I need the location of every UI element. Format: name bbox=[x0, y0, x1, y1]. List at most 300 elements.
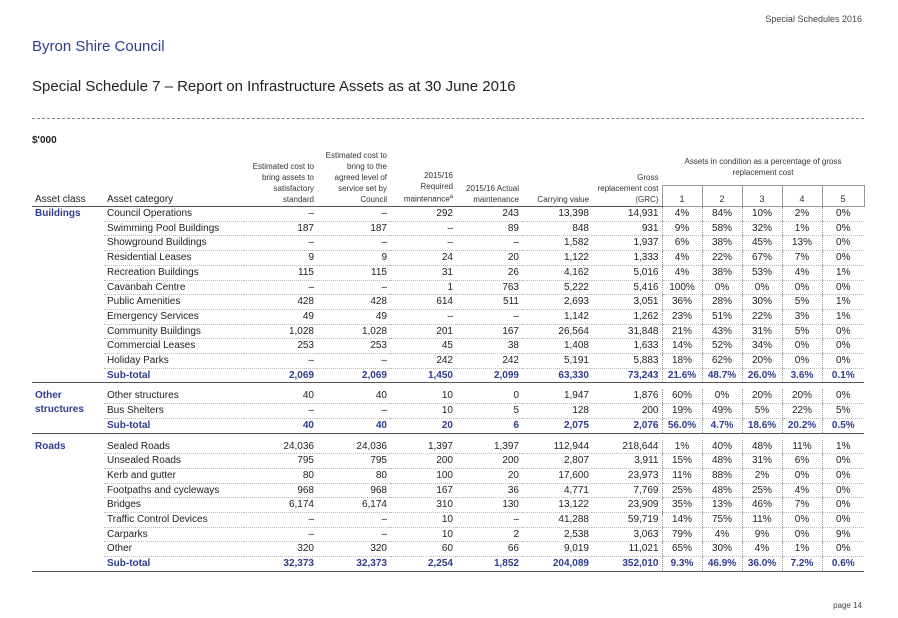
value-cell: 1,397 bbox=[390, 440, 456, 454]
value-cell: 128 bbox=[522, 404, 592, 419]
value-cell: – bbox=[244, 207, 317, 222]
asset-category-cell: Recreation Buildings bbox=[104, 265, 244, 280]
value-cell: 45 bbox=[390, 339, 456, 354]
table-row bbox=[32, 454, 864, 469]
value-cell: 2,538 bbox=[522, 527, 592, 542]
value-cell: 4% bbox=[702, 527, 742, 542]
subtotal-value: 32,373 bbox=[244, 557, 317, 572]
value-cell: 89 bbox=[456, 221, 522, 236]
asset-category-cell: Emergency Services bbox=[104, 309, 244, 324]
value-cell: – bbox=[244, 527, 317, 542]
value-cell: 20% bbox=[782, 389, 822, 403]
subtotal-value: 6 bbox=[456, 418, 522, 433]
value-cell: 10% bbox=[742, 207, 782, 222]
value-cell: 0% bbox=[782, 527, 822, 542]
value-cell: 59,719 bbox=[592, 513, 662, 528]
value-cell: – bbox=[390, 236, 456, 251]
col-condition-5: 5 bbox=[822, 186, 864, 207]
value-cell: 5,191 bbox=[522, 354, 592, 369]
value-cell: 52% bbox=[702, 339, 742, 354]
value-cell: 9 bbox=[244, 251, 317, 266]
value-cell: 65% bbox=[662, 542, 702, 557]
asset-category-cell: Bus Shelters bbox=[104, 404, 244, 419]
value-cell: 7,769 bbox=[592, 483, 662, 498]
table-row bbox=[32, 513, 864, 528]
value-cell: 0% bbox=[822, 483, 864, 498]
table-row bbox=[32, 236, 864, 251]
col-asset-class: Asset class bbox=[32, 149, 104, 207]
value-cell: 5,016 bbox=[592, 265, 662, 280]
value-cell: 11% bbox=[782, 440, 822, 454]
value-cell: 6,174 bbox=[244, 498, 317, 513]
value-cell: 75% bbox=[702, 513, 742, 528]
subtotal-value: 21.6% bbox=[662, 368, 702, 383]
subtotal-value: 40 bbox=[244, 418, 317, 433]
value-cell: 115 bbox=[317, 265, 390, 280]
subtotal-value: 26.0% bbox=[742, 368, 782, 383]
value-cell: 0% bbox=[822, 324, 864, 339]
value-cell: 28% bbox=[702, 295, 742, 310]
value-cell: 2,693 bbox=[522, 295, 592, 310]
value-cell: 112,944 bbox=[522, 440, 592, 454]
page-title: Special Schedule 7 – Report on Infrastructure Assets as at 30 June 2016 bbox=[32, 78, 516, 95]
table-row bbox=[32, 483, 864, 498]
value-cell: 36% bbox=[662, 295, 702, 310]
value-cell: 848 bbox=[522, 221, 592, 236]
subtotal-value: 352,010 bbox=[592, 557, 662, 572]
value-cell: 1,582 bbox=[522, 236, 592, 251]
value-cell: 10 bbox=[390, 404, 456, 419]
subtotal-value: 2,099 bbox=[456, 368, 522, 383]
value-cell: 3,063 bbox=[592, 527, 662, 542]
asset-category-cell: Swimming Pool Buildings bbox=[104, 221, 244, 236]
value-cell: 0% bbox=[782, 280, 822, 295]
value-cell: 31,848 bbox=[592, 324, 662, 339]
value-cell: 100 bbox=[390, 468, 456, 483]
value-cell: 41,288 bbox=[522, 513, 592, 528]
value-cell: 187 bbox=[317, 221, 390, 236]
value-cell: 6% bbox=[662, 236, 702, 251]
value-cell: 14% bbox=[662, 339, 702, 354]
value-cell: 5,416 bbox=[592, 280, 662, 295]
value-cell: 1% bbox=[822, 440, 864, 454]
value-cell: 200 bbox=[456, 454, 522, 469]
subtotal-value: 7.2% bbox=[782, 557, 822, 572]
value-cell: 30% bbox=[742, 295, 782, 310]
value-cell: 4% bbox=[662, 251, 702, 266]
value-cell: 614 bbox=[390, 295, 456, 310]
table-row bbox=[32, 295, 864, 310]
subtotal-value: 204,089 bbox=[522, 557, 592, 572]
value-cell: 2 bbox=[456, 527, 522, 542]
value-cell: 7% bbox=[782, 251, 822, 266]
value-cell: 320 bbox=[317, 542, 390, 557]
value-cell: 292 bbox=[390, 207, 456, 222]
subtotal-value: 36.0% bbox=[742, 557, 782, 572]
asset-class-cell bbox=[32, 440, 104, 572]
value-cell: 20% bbox=[742, 389, 782, 403]
subtotal-value: 32,373 bbox=[317, 557, 390, 572]
value-cell: 0% bbox=[782, 339, 822, 354]
value-cell: 24 bbox=[390, 251, 456, 266]
value-cell: – bbox=[244, 404, 317, 419]
subtotal-value: 2,254 bbox=[390, 557, 456, 572]
value-cell: 1,028 bbox=[244, 324, 317, 339]
value-cell: 5,222 bbox=[522, 280, 592, 295]
subtotal-value: 56.0% bbox=[662, 418, 702, 433]
asset-category-cell: Kerb and gutter bbox=[104, 468, 244, 483]
value-cell: 0 bbox=[456, 389, 522, 403]
asset-category-cell: Other bbox=[104, 542, 244, 557]
value-cell: 53% bbox=[742, 265, 782, 280]
asset-category-cell: Unsealed Roads bbox=[104, 454, 244, 469]
unit-label: $'000 bbox=[32, 135, 57, 146]
value-cell: 795 bbox=[244, 454, 317, 469]
value-cell: 60 bbox=[390, 542, 456, 557]
table-row bbox=[32, 207, 864, 222]
value-cell: 25% bbox=[742, 483, 782, 498]
subtotal-value: 0.1% bbox=[822, 368, 864, 383]
value-cell: 1,028 bbox=[317, 324, 390, 339]
value-cell: 0% bbox=[822, 454, 864, 469]
value-cell: 24,036 bbox=[244, 440, 317, 454]
value-cell: 66 bbox=[456, 542, 522, 557]
subtotal-value: 46.9% bbox=[702, 557, 742, 572]
value-cell: 22% bbox=[742, 309, 782, 324]
value-cell: 1% bbox=[662, 440, 702, 454]
value-cell: 1,333 bbox=[592, 251, 662, 266]
value-cell: 2% bbox=[782, 207, 822, 222]
table-row bbox=[32, 440, 864, 454]
value-cell: 242 bbox=[456, 354, 522, 369]
value-cell: 320 bbox=[244, 542, 317, 557]
value-cell: 0% bbox=[822, 221, 864, 236]
value-cell: 5% bbox=[822, 404, 864, 419]
table-row bbox=[32, 339, 864, 354]
value-cell: 45% bbox=[742, 236, 782, 251]
asset-class-cell bbox=[32, 207, 104, 383]
value-cell: 3,051 bbox=[592, 295, 662, 310]
value-cell: – bbox=[244, 354, 317, 369]
value-cell: 62% bbox=[702, 354, 742, 369]
value-cell: 10 bbox=[390, 513, 456, 528]
value-cell: 9,019 bbox=[522, 542, 592, 557]
value-cell: 243 bbox=[456, 207, 522, 222]
value-cell: – bbox=[390, 309, 456, 324]
subtotal-value: 63,330 bbox=[522, 368, 592, 383]
value-cell: 4,771 bbox=[522, 483, 592, 498]
asset-category-cell: Footpaths and cycleways bbox=[104, 483, 244, 498]
value-cell: 26 bbox=[456, 265, 522, 280]
value-cell: 40% bbox=[702, 440, 742, 454]
subtotal-label: Sub-total bbox=[104, 557, 244, 572]
col-actual-maintenance: 2015/16 Actual maintenance bbox=[456, 149, 522, 207]
value-cell: 9 bbox=[317, 251, 390, 266]
asset-category-cell: Bridges bbox=[104, 498, 244, 513]
value-cell: 242 bbox=[390, 354, 456, 369]
value-cell: 1% bbox=[822, 265, 864, 280]
value-cell: 0% bbox=[702, 280, 742, 295]
table-row bbox=[32, 324, 864, 339]
value-cell: 11% bbox=[662, 468, 702, 483]
asset-category-cell: Sealed Roads bbox=[104, 440, 244, 454]
value-cell: 167 bbox=[456, 324, 522, 339]
value-cell: – bbox=[317, 236, 390, 251]
value-cell: 428 bbox=[317, 295, 390, 310]
asset-category-cell: Showground Buildings bbox=[104, 236, 244, 251]
value-cell: 36 bbox=[456, 483, 522, 498]
value-cell: 11,021 bbox=[592, 542, 662, 557]
asset-category-cell: Community Buildings bbox=[104, 324, 244, 339]
value-cell: 9% bbox=[662, 221, 702, 236]
value-cell: 1% bbox=[782, 221, 822, 236]
value-cell: – bbox=[317, 527, 390, 542]
value-cell: 0% bbox=[822, 236, 864, 251]
value-cell: 88% bbox=[702, 468, 742, 483]
value-cell: 48% bbox=[702, 454, 742, 469]
value-cell: 1,142 bbox=[522, 309, 592, 324]
asset-category-cell: Council Operations bbox=[104, 207, 244, 222]
col-asset-category: Asset category bbox=[104, 149, 244, 207]
value-cell: 20% bbox=[742, 354, 782, 369]
value-cell: 2% bbox=[742, 468, 782, 483]
table-row bbox=[32, 389, 864, 403]
value-cell: 0% bbox=[822, 389, 864, 403]
value-cell: 49 bbox=[244, 309, 317, 324]
value-cell: 3% bbox=[782, 309, 822, 324]
value-cell: 14% bbox=[662, 513, 702, 528]
value-cell: 0% bbox=[822, 498, 864, 513]
subtotal-value: 18.6% bbox=[742, 418, 782, 433]
col-condition-1: 1 bbox=[662, 186, 702, 207]
subtotal-value: 0.6% bbox=[822, 557, 864, 572]
value-cell: 10 bbox=[390, 389, 456, 403]
value-cell: 31% bbox=[742, 454, 782, 469]
title-divider bbox=[32, 118, 864, 119]
table-row bbox=[32, 265, 864, 280]
value-cell: 1,947 bbox=[522, 389, 592, 403]
value-cell: 4% bbox=[782, 265, 822, 280]
value-cell: 34% bbox=[742, 339, 782, 354]
subtotal-value: 48.7% bbox=[702, 368, 742, 383]
value-cell: 1,408 bbox=[522, 339, 592, 354]
value-cell: 1 bbox=[390, 280, 456, 295]
value-cell: 1,633 bbox=[592, 339, 662, 354]
value-cell: 21% bbox=[662, 324, 702, 339]
asset-category-cell: Cavanbah Centre bbox=[104, 280, 244, 295]
page-number: page 14 bbox=[833, 601, 862, 610]
value-cell: – bbox=[244, 513, 317, 528]
value-cell: 167 bbox=[390, 483, 456, 498]
value-cell: – bbox=[317, 513, 390, 528]
value-cell: 100% bbox=[662, 280, 702, 295]
subtotal-value: 40 bbox=[317, 418, 390, 433]
table-row bbox=[32, 309, 864, 324]
value-cell: 10 bbox=[390, 527, 456, 542]
value-cell: 253 bbox=[244, 339, 317, 354]
col-condition-3: 3 bbox=[742, 186, 782, 207]
col-required-maintenance: 2015/16 Required maintenance$^a$ bbox=[390, 149, 456, 207]
value-cell: 0% bbox=[782, 354, 822, 369]
value-cell: 5% bbox=[742, 404, 782, 419]
value-cell: 1,262 bbox=[592, 309, 662, 324]
asset-category-cell: Other structures bbox=[104, 389, 244, 403]
asset-category-cell: Public Amenities bbox=[104, 295, 244, 310]
table-row bbox=[32, 280, 864, 295]
subtotal-row bbox=[32, 557, 864, 572]
value-cell: 1% bbox=[782, 542, 822, 557]
value-cell: 32% bbox=[742, 221, 782, 236]
value-cell: 40 bbox=[244, 389, 317, 403]
col-est-cost-agreed: Estimated cost to bring to the agreed level of service set by Council bbox=[317, 149, 390, 207]
value-cell: 0% bbox=[822, 542, 864, 557]
subtotal-value: 2,076 bbox=[592, 418, 662, 433]
subtotal-value: 2,075 bbox=[522, 418, 592, 433]
subtotal-value: 4.7% bbox=[702, 418, 742, 433]
col-carrying-value: Carrying value bbox=[522, 149, 592, 207]
value-cell: 7% bbox=[782, 498, 822, 513]
subtotal-value: 2,069 bbox=[317, 368, 390, 383]
value-cell: 1,122 bbox=[522, 251, 592, 266]
asset-category-cell: Traffic Control Devices bbox=[104, 513, 244, 528]
value-cell: 46% bbox=[742, 498, 782, 513]
value-cell: 80 bbox=[317, 468, 390, 483]
value-cell: 0% bbox=[822, 513, 864, 528]
value-cell: 0% bbox=[822, 339, 864, 354]
value-cell: 26,564 bbox=[522, 324, 592, 339]
value-cell: 6,174 bbox=[317, 498, 390, 513]
asset-class-label: Other bbox=[35, 390, 62, 402]
table-row bbox=[32, 221, 864, 236]
value-cell: 1,937 bbox=[592, 236, 662, 251]
table-row bbox=[32, 251, 864, 266]
value-cell: – bbox=[456, 309, 522, 324]
value-cell: 5,883 bbox=[592, 354, 662, 369]
value-cell: 1,876 bbox=[592, 389, 662, 403]
value-cell: 1,397 bbox=[456, 440, 522, 454]
subtotal-value: 1,852 bbox=[456, 557, 522, 572]
value-cell: 0% bbox=[702, 389, 742, 403]
value-cell: 5% bbox=[782, 295, 822, 310]
table-row bbox=[32, 404, 864, 419]
subtotal-row bbox=[32, 368, 864, 383]
value-cell: 0% bbox=[782, 468, 822, 483]
value-cell: 48% bbox=[702, 483, 742, 498]
col-condition-group: Assets in condition as a percentage of gross replacement cost bbox=[684, 157, 842, 177]
value-cell: 0% bbox=[742, 280, 782, 295]
value-cell: 200 bbox=[390, 454, 456, 469]
value-cell: 38 bbox=[456, 339, 522, 354]
value-cell: 310 bbox=[390, 498, 456, 513]
value-cell: 200 bbox=[592, 404, 662, 419]
asset-class-label: Roads bbox=[35, 440, 66, 452]
subtotal-value: 1,450 bbox=[390, 368, 456, 383]
value-cell: 968 bbox=[244, 483, 317, 498]
value-cell: – bbox=[317, 404, 390, 419]
value-cell: 4% bbox=[662, 265, 702, 280]
value-cell: 253 bbox=[317, 339, 390, 354]
value-cell: 201 bbox=[390, 324, 456, 339]
value-cell: 9% bbox=[742, 527, 782, 542]
value-cell: – bbox=[456, 236, 522, 251]
value-cell: 38% bbox=[702, 236, 742, 251]
value-cell: 0% bbox=[822, 207, 864, 222]
value-cell: 38% bbox=[702, 265, 742, 280]
asset-class-label: Buildings bbox=[35, 208, 81, 219]
value-cell: 22% bbox=[782, 404, 822, 419]
value-cell: 58% bbox=[702, 221, 742, 236]
value-cell: 48% bbox=[742, 440, 782, 454]
value-cell: 25% bbox=[662, 483, 702, 498]
value-cell: 84% bbox=[702, 207, 742, 222]
value-cell: 1% bbox=[822, 295, 864, 310]
value-cell: 80 bbox=[244, 468, 317, 483]
value-cell: 115 bbox=[244, 265, 317, 280]
value-cell: 130 bbox=[456, 498, 522, 513]
value-cell: 0% bbox=[822, 280, 864, 295]
value-cell: – bbox=[244, 280, 317, 295]
value-cell: 0% bbox=[822, 251, 864, 266]
value-cell: 428 bbox=[244, 295, 317, 310]
value-cell: 4% bbox=[742, 542, 782, 557]
value-cell: 19% bbox=[662, 404, 702, 419]
value-cell: 11% bbox=[742, 513, 782, 528]
asset-category-cell: Holiday Parks bbox=[104, 354, 244, 369]
subtotal-value: 9.3% bbox=[662, 557, 702, 572]
value-cell: 31% bbox=[742, 324, 782, 339]
subtotal-label: Sub-total bbox=[104, 418, 244, 433]
council-name: Byron Shire Council bbox=[32, 38, 165, 55]
value-cell: 23% bbox=[662, 309, 702, 324]
value-cell: 13% bbox=[782, 236, 822, 251]
value-cell: 13,398 bbox=[522, 207, 592, 222]
table-row bbox=[32, 527, 864, 542]
value-cell: 51% bbox=[702, 309, 742, 324]
schedule-header: Special Schedules 2016 bbox=[765, 14, 862, 24]
subtotal-value: 2,069 bbox=[244, 368, 317, 383]
value-cell: 13% bbox=[702, 498, 742, 513]
subtotal-label: Sub-total bbox=[104, 368, 244, 383]
value-cell: 22% bbox=[702, 251, 742, 266]
value-cell: 2,807 bbox=[522, 454, 592, 469]
value-cell: 17,600 bbox=[522, 468, 592, 483]
table-row bbox=[32, 542, 864, 557]
value-cell: 795 bbox=[317, 454, 390, 469]
value-cell: 511 bbox=[456, 295, 522, 310]
subtotal-value: 3.6% bbox=[782, 368, 822, 383]
value-cell: – bbox=[456, 513, 522, 528]
value-cell: 968 bbox=[317, 483, 390, 498]
col-est-cost-satisfactory: Estimated cost to bring assets to satisfactory standard bbox=[244, 149, 317, 207]
subtotal-value: 73,243 bbox=[592, 368, 662, 383]
asset-category-cell: Residential Leases bbox=[104, 251, 244, 266]
value-cell: 43% bbox=[702, 324, 742, 339]
value-cell: – bbox=[317, 207, 390, 222]
value-cell: 9% bbox=[822, 527, 864, 542]
value-cell: 20 bbox=[456, 468, 522, 483]
value-cell: 5% bbox=[782, 324, 822, 339]
col-grc: Gross replacement cost (GRC) bbox=[592, 149, 662, 207]
asset-category-cell: Carparks bbox=[104, 527, 244, 542]
value-cell: 0% bbox=[822, 468, 864, 483]
subtotal-value: 20.2% bbox=[782, 418, 822, 433]
value-cell: 40 bbox=[317, 389, 390, 403]
value-cell: 0% bbox=[782, 513, 822, 528]
subtotal-value: 20 bbox=[390, 418, 456, 433]
value-cell: 763 bbox=[456, 280, 522, 295]
value-cell: 4,162 bbox=[522, 265, 592, 280]
value-cell: 4% bbox=[662, 207, 702, 222]
